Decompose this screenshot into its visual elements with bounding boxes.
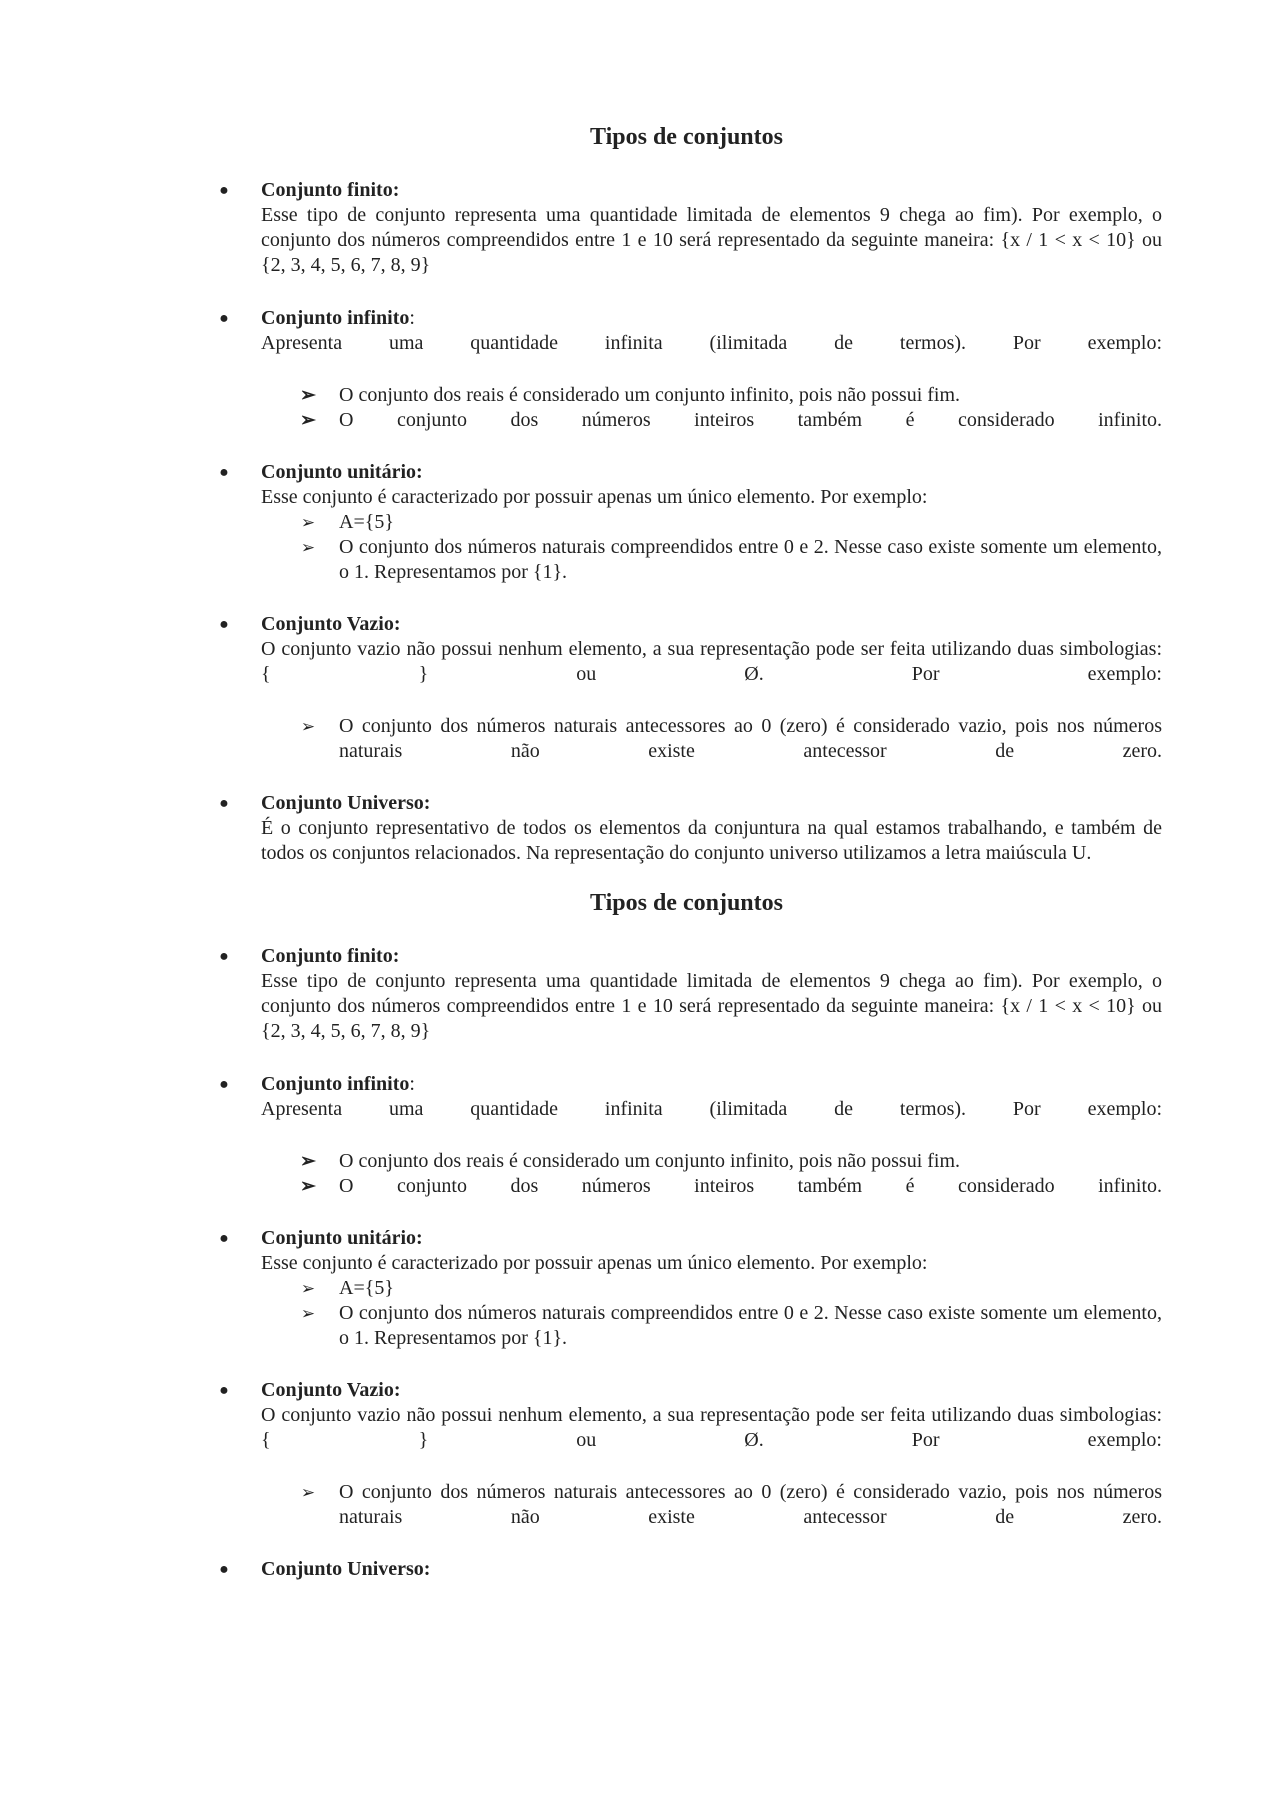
bullet-icon: ●	[219, 309, 229, 327]
bullet-icon: ●	[219, 1075, 229, 1093]
section-text: O conjunto vazio não possui nenhum elemento, a sua representação pode ser feita utilizando duas simbologias: { } ou Ø. Por exemplo:	[261, 1404, 1162, 1451]
section-text: Apresenta uma quantidade infinita (ilimitada de termos). Por exemplo:	[261, 1098, 1162, 1120]
section-vazio	[219, 1378, 1162, 1530]
section-heading: Conjunto finito:	[261, 945, 400, 967]
bullet-icon: ●	[219, 463, 229, 481]
list-item	[300, 1276, 1162, 1301]
arrow-bullet-icon: ➢	[300, 717, 316, 736]
arrow-bullet-icon: ➢	[300, 1176, 316, 1197]
section-universo	[219, 1557, 1162, 1582]
section-text: Apresenta uma quantidade infinita (ilimitada de termos). Por exemplo:	[261, 332, 1162, 354]
section-text: O conjunto vazio não possui nenhum elemento, a sua representação pode ser feita utilizando duas simbologias: { } ou Ø. Por exemplo:	[261, 638, 1162, 685]
list-item	[300, 383, 1162, 408]
list-item	[300, 1480, 1162, 1530]
section-infinito	[219, 1072, 1162, 1199]
bullet-icon: ●	[219, 947, 229, 965]
section-heading	[261, 1072, 1162, 1097]
page-title: Tipos de conjuntos	[590, 890, 783, 916]
arrow-bullet-icon: ➢	[300, 1304, 316, 1323]
list-item-text: O conjunto dos reais é considerado um conjunto infinito, pois não possui fim.	[339, 1150, 961, 1172]
arrow-bullet-icon: ➢	[300, 410, 316, 431]
list-item	[300, 1149, 1162, 1174]
list-item-text: O conjunto dos números inteiros também é considerado infinito.	[339, 1175, 1162, 1197]
page-title: Tipos de conjuntos	[590, 124, 783, 150]
section-vazio	[219, 612, 1162, 764]
list-item-text: O conjunto dos números naturais antecessores ao 0 (zero) é considerado vazio, pois nos números naturais não existe antecessor de zero.	[339, 1481, 1162, 1528]
section-text: Esse tipo de conjunto representa uma quantidade limitada de elementos 9 chega ao fim). Por exemplo, o conjunto dos números compreendidos entre 1 e 10 será representado da seguinte maneira: {x / 1 < x < 10} ou {2, 3, 4, 5, 6, 7, 8, 9}	[261, 970, 1162, 1042]
list-item-text: A={5}	[339, 511, 394, 533]
arrow-bullet-icon: ➢	[300, 385, 316, 406]
section-infinito	[219, 306, 1162, 433]
section-text: Esse tipo de conjunto representa uma quantidade limitada de elementos 9 chega ao fim). Por exemplo, o conjunto dos números compreendidos entre 1 e 10 será representado da seguinte maneira: {x / 1 < x < 10} ou {2, 3, 4, 5, 6, 7, 8, 9}	[261, 204, 1162, 276]
section-heading: Conjunto unitário:	[261, 1227, 423, 1249]
section-universo	[219, 791, 1162, 866]
section-finito	[219, 178, 1162, 278]
section-text: É o conjunto representativo de todos os elementos da conjuntura na qual estamos trabalhando, e também de todos os conjuntos relacionados. Na representação do conjunto universo utilizamos a letra maiúscula U.	[261, 817, 1162, 864]
section-heading: Conjunto unitário:	[261, 461, 423, 483]
section-text: Esse conjunto é caracterizado por possuir apenas um único elemento. Por exemplo:	[261, 486, 928, 508]
list-item-text: O conjunto dos números naturais antecessores ao 0 (zero) é considerado vazio, pois nos números naturais não existe antecessor de zero.	[339, 715, 1162, 762]
list-item-text: O conjunto dos números naturais compreendidos entre 0 e 2. Nesse caso existe somente um elemento, o 1. Representamos por {1}.	[339, 1302, 1162, 1349]
section-heading: Conjunto Universo:	[261, 792, 431, 814]
section-heading: Conjunto finito:	[261, 179, 400, 201]
list-item	[300, 1301, 1162, 1351]
heading-text: Conjunto infinito	[261, 307, 410, 329]
bullet-icon: ●	[219, 181, 229, 199]
list-item-text: O conjunto dos números naturais compreendidos entre 0 e 2. Nesse caso existe somente um elemento, o 1. Representamos por {1}.	[339, 536, 1162, 583]
bullet-icon: ●	[219, 1381, 229, 1399]
bullet-icon: ●	[219, 615, 229, 633]
list-item-text: O conjunto dos números inteiros também é considerado infinito.	[339, 409, 1162, 431]
list-item-text: A={5}	[339, 1277, 394, 1299]
list-item	[300, 408, 1162, 433]
list-item	[300, 510, 1162, 535]
list-item	[300, 714, 1162, 764]
section-finito	[219, 944, 1162, 1044]
list-item	[300, 535, 1162, 585]
list-item	[300, 1174, 1162, 1199]
section-heading: Conjunto Vazio:	[261, 1379, 401, 1401]
bullet-icon: ●	[219, 1560, 229, 1578]
bullet-icon: ●	[219, 1229, 229, 1247]
arrow-bullet-icon: ➢	[300, 1483, 316, 1502]
section-heading: Conjunto Universo:	[261, 1558, 431, 1580]
arrow-bullet-icon: ➢	[300, 538, 316, 557]
arrow-bullet-icon: ➢	[300, 1279, 316, 1298]
heading-colon: :	[409, 1073, 415, 1095]
list-item-text: O conjunto dos reais é considerado um conjunto infinito, pois não possui fim.	[339, 384, 961, 406]
bullet-icon: ●	[219, 794, 229, 812]
section-unitario	[219, 1226, 1162, 1351]
section-heading	[261, 306, 1162, 331]
section-unitario	[219, 460, 1162, 585]
heading-colon: :	[409, 307, 415, 329]
arrow-bullet-icon: ➢	[300, 513, 316, 532]
section-heading: Conjunto Vazio:	[261, 613, 401, 635]
arrow-bullet-icon: ➢	[300, 1151, 316, 1172]
section-text: Esse conjunto é caracterizado por possuir apenas um único elemento. Por exemplo:	[261, 1252, 928, 1274]
heading-text: Conjunto infinito	[261, 1073, 410, 1095]
